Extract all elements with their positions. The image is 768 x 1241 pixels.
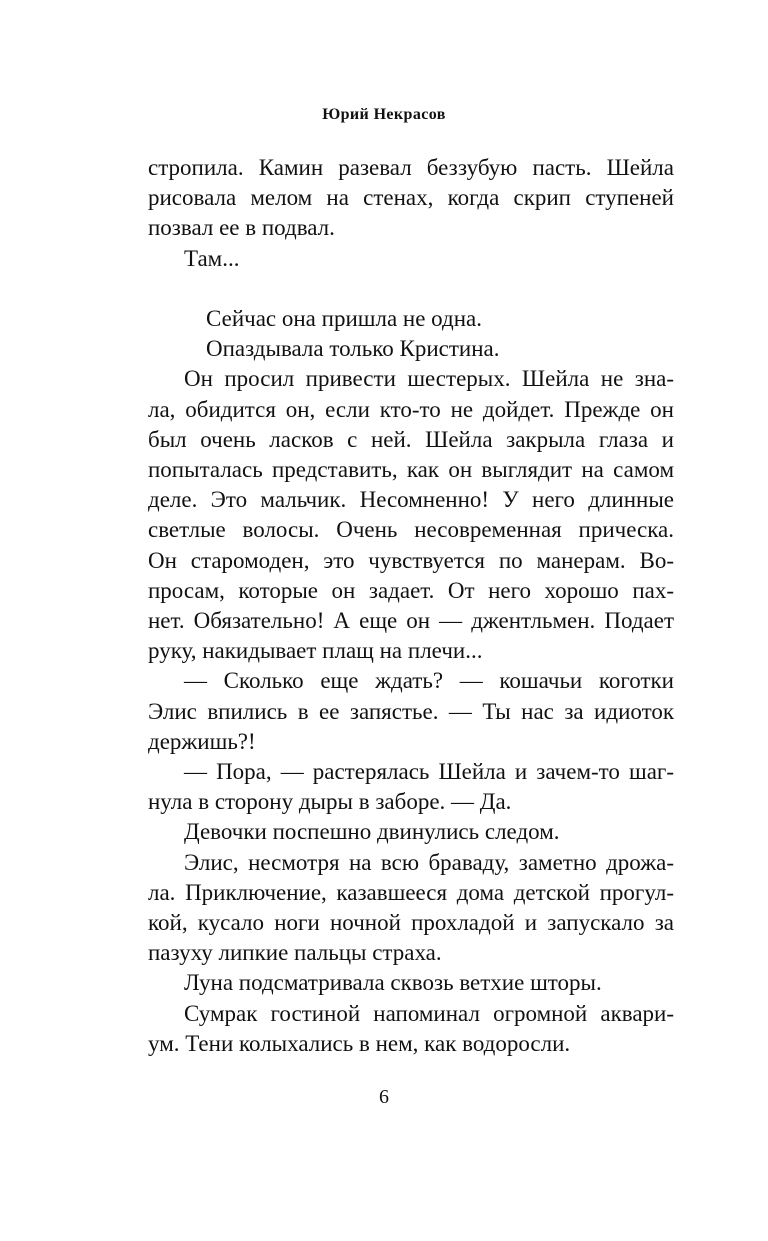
text-line: попыталась представить, как он выглядит на самом: [148, 457, 674, 483]
paragraph: [148, 364, 674, 666]
section-spacer: [148, 274, 674, 304]
passage-line: Сейчас она пришла не одна.: [206, 306, 482, 331]
text-line: ла, обидится он, если кто-то не дойдет. Прежде он: [148, 396, 674, 422]
text-line: — Сколько еще ждать? — кошачьи коготки: [184, 668, 674, 694]
paragraph: [148, 757, 674, 817]
text-line: был очень ласков с ней. Шейла закрыла глаза и: [148, 426, 674, 452]
text-line: Девочки поспешно двинулись следом.: [184, 819, 560, 845]
text-line: Там...: [184, 245, 240, 271]
passage-line: Опаздывала только Кристина.: [206, 336, 500, 362]
running-head-author: Юрий Некрасов: [322, 106, 446, 123]
paragraph: [148, 848, 674, 969]
text-line: Он старомоден, это чувствуется по манерам. Во-: [148, 547, 674, 573]
text-line: деле. Это мальчик. Несомненно! У него длинные: [148, 487, 674, 513]
paragraph: [148, 817, 674, 847]
text-line: — Пора, — растерялась Шейла и зачем-то шаг-: [184, 759, 674, 785]
text-line: ум. Тени колыхались в нем, как водоросли.: [148, 1030, 571, 1056]
indented-passage: [148, 304, 674, 364]
text-line: позвал ее в подвал.: [148, 215, 335, 241]
paragraph: [148, 153, 674, 244]
text-line: рисовала мелом на стенах, когда скрип ступеней: [148, 185, 674, 211]
text-line: Он просил привести шестерых. Шейла не зна-: [184, 366, 674, 392]
text-line: Луна подсматривала сквозь ветхие шторы.: [184, 970, 602, 996]
text-line: нула в сторону дыры в заборе. — Да.: [148, 789, 512, 815]
text-line: Элис впились в ее запястье. — Ты нас за идиоток: [148, 698, 674, 724]
paragraph: [148, 968, 674, 998]
text-line: пазуху липкие пальцы страха.: [148, 940, 442, 966]
text-line: светлые волосы. Очень несовременная прическа.: [148, 517, 674, 543]
paragraph: [148, 666, 674, 757]
paragraph: [148, 244, 674, 274]
text-line: стропила. Камин разевал беззубую пасть. Шейла: [148, 155, 674, 180]
text-line: руку, накидывает плащ на плечи...: [148, 638, 483, 664]
text-line: Элис, несмотря на всю браваду, заметно дрожа-: [184, 849, 674, 875]
page-number: 6: [379, 1086, 389, 1108]
page-text: [148, 153, 674, 1059]
text-line: Сумрак гостиной напоминал огромной аквари-: [184, 1000, 674, 1026]
text-line: нет. Обязательно! А еще он — джентльмен. Подает: [148, 608, 674, 634]
text-line: просам, которые он задает. От него хорошо пах-: [148, 577, 674, 603]
text-line: держишь?!: [148, 728, 256, 754]
text-line: кой, кусало ноги ночной прохладой и запускало за: [148, 910, 674, 936]
paragraph: [148, 999, 674, 1059]
text-line: ла. Приключение, казавшееся дома детской прогул-: [148, 879, 674, 905]
